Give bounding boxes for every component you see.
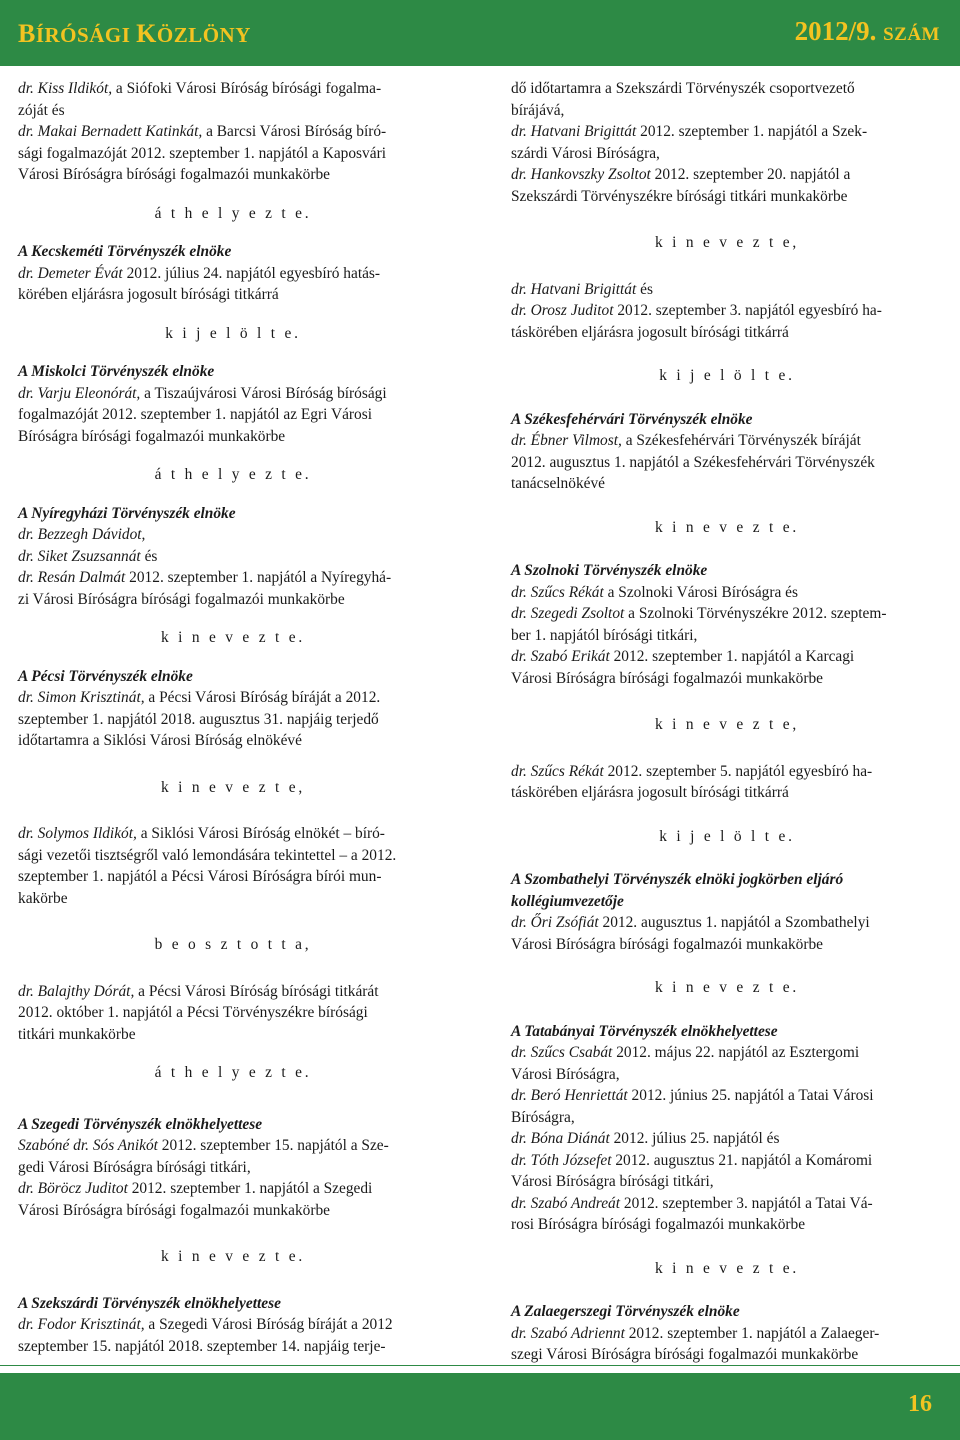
- title-initial-k: K: [136, 19, 157, 48]
- issue-number: [795, 16, 940, 47]
- decision-verb: k i j e l ö l t e.: [165, 324, 301, 342]
- text-line: tanácselnökévé: [511, 475, 606, 492]
- text-line: 2012. május 22. napjától az Esztergomi: [612, 1044, 860, 1061]
- person-name: dr. Varju Eleonórát,: [18, 384, 141, 402]
- text-line: szárdi Városi Bíróságra,: [511, 144, 660, 162]
- person-name: Szabóné dr. Sós Anikót: [18, 1137, 158, 1154]
- person-name: dr. Szűcs Rékát: [511, 583, 604, 601]
- decision-verb: k i n e v e z t e.: [161, 1248, 305, 1265]
- text-line: Városi Bíróságra bírósági fogalmazói munkakörbe: [511, 669, 823, 687]
- paragraph: [18, 263, 448, 306]
- text-line: Városi Bíróságra,: [511, 1065, 620, 1083]
- text-line: 2012. szeptember 3. napjától egyesbíró ha-: [613, 302, 882, 319]
- person-name: dr. Böröcz Juditot: [18, 1180, 128, 1197]
- title-part-1: ÍRÓSÁGI: [35, 23, 137, 47]
- text-line: táskörében eljárásra jogosult bírósági titkárrá: [511, 323, 789, 341]
- section-heading: A Szolnoki Törvényszék elnöke: [511, 562, 708, 579]
- text-line: zi Városi Bíróságra bírósági fogalmazói munkakörbe: [18, 590, 345, 608]
- decision-verb: b e o s z t o t t a,: [154, 936, 312, 953]
- decision-verb: k i j e l ö l t e.: [659, 367, 795, 384]
- text-line: 2012. szeptember 1. napjától a Szegedi: [127, 1180, 373, 1197]
- decision-verb: k i n e v e z t e.: [655, 979, 799, 996]
- paragraph: [18, 981, 448, 1046]
- decision-verb: á t h e l y e z t e.: [154, 466, 312, 483]
- text-line: időtartamra a Siklósi Városi Bíróság elnökévé: [18, 732, 302, 749]
- paragraph: [511, 761, 943, 804]
- person-name: dr. Kiss Ildikót,: [18, 80, 113, 97]
- text-line: zóját és: [18, 101, 65, 119]
- right-column: [511, 78, 943, 1409]
- decision-verb: k i n e v e z t e.: [655, 518, 799, 536]
- heading-line: A Szombathelyi Törvényszék elnöki jogkörben eljáró: [511, 871, 844, 888]
- section-heading: A Tatabányai Törvényszék elnökhelyettese: [511, 1022, 778, 1040]
- decision-verb: k i n e v e z t e,: [655, 716, 799, 733]
- text-line: ber 1. napjától bírósági titkári,: [511, 626, 698, 644]
- paragraph: [18, 383, 448, 448]
- text-line: dő időtartamra a Szekszárdi Törvényszék csoportvezető: [511, 80, 855, 97]
- text-line: és: [636, 280, 653, 298]
- text-line: bírájává,: [511, 101, 565, 119]
- person-name: dr. Hatvani Brigittát: [511, 280, 637, 298]
- person-name: dr. Hankovszky Zsoltot: [511, 166, 651, 183]
- page-footer: [0, 1373, 960, 1440]
- text-line: sági vezetői tisztségről való lemondására tekintettel – a 2012.: [18, 846, 397, 864]
- decision-verb: k i n e v e z t e,: [161, 778, 305, 796]
- person-name: dr. Orosz Juditot: [511, 302, 614, 319]
- person-name: dr. Szűcs Csabát: [511, 1044, 613, 1061]
- paragraph: [511, 582, 943, 690]
- text-line: 2012. szeptember 3. napjától a Tatai Vá-: [620, 1194, 873, 1212]
- person-name: dr. Beró Henriettát: [511, 1087, 628, 1104]
- text-line: sági fogalmazóját 2012. szeptember 1. napjától a Kaposvári: [18, 144, 386, 162]
- text-line: a Székesfehérvári Törvényszék bíráját: [621, 432, 861, 449]
- paragraph: [18, 78, 448, 186]
- text-line: 2012. szeptember 15. napjától a Sze-: [157, 1137, 389, 1154]
- page-number: 16: [908, 1391, 932, 1417]
- section-heading: A Zalaegerszegi Törvényszék elnöke: [511, 1303, 740, 1320]
- paragraph: [511, 78, 943, 207]
- text-line: a Siófoki Városi Bíróság bírósági fogalma-: [112, 80, 382, 97]
- text-line: a Siklósi Városi Bíróság elnökét – bíró-: [136, 825, 385, 842]
- text-line: 2012. szeptember 1. napjától a Zalaeger-: [624, 1324, 880, 1342]
- text-line: szeptember 1. napjától a Pécsi Városi Bíróságra bírói mun-: [18, 868, 382, 885]
- text-line: kakörbe: [18, 889, 68, 907]
- text-line: 2012. július 25. napjától és: [609, 1130, 780, 1147]
- issue-value: 2012/9.: [794, 16, 884, 46]
- text-line: 2012. szeptember 1. napjától a Karcagi: [609, 648, 855, 665]
- person-name: dr. Resán Dalmát: [18, 569, 126, 586]
- text-line: rosi Bíróságra bírósági fogalmazói munkakörbe: [511, 1216, 806, 1233]
- paragraph: [18, 1314, 448, 1357]
- person-name: dr. Demeter Évát: [18, 264, 123, 282]
- person-name: dr. Szabó Erikát: [511, 648, 610, 665]
- text-line: Városi Bíróságra bírósági fogalmazói munkakörbe: [18, 1201, 330, 1219]
- text-line: fogalmazóját 2012. szeptember 1. napjától az Egri Városi: [18, 406, 373, 423]
- text-line: Szekszárdi Törvényszékre bírósági titkári munkakörbe: [511, 187, 848, 205]
- paragraph: [511, 1323, 943, 1366]
- text-line: a Pécsi Városi Bíróság bíráját a 2012.: [144, 689, 381, 706]
- text-line: táskörében eljárásra jogosult bírósági titkárrá: [511, 784, 789, 801]
- issue-label: SZÁM: [883, 24, 940, 45]
- text-line: 2012. szeptember 20. napjától a: [650, 166, 851, 183]
- person-name: dr. Simon Krisztinát,: [18, 689, 145, 706]
- paragraph: [18, 1135, 448, 1221]
- paragraph: [511, 430, 943, 495]
- decision-verb: á t h e l y e z t e.: [154, 204, 312, 222]
- text-line: a Tiszaújvárosi Városi Bíróság bírósági: [140, 384, 387, 402]
- paragraph: [18, 687, 448, 752]
- text-line: 2012. augusztus 21. napjától a Komáromi: [611, 1151, 873, 1169]
- person-name: dr. Szabó Andreát: [511, 1194, 621, 1212]
- text-line: és: [140, 547, 158, 565]
- section-heading: A Nyíregyházi Törvényszék elnöke: [18, 504, 236, 522]
- text-line: szegi Városi Bíróságra bírósági fogalmazói munkakörbe: [511, 1346, 859, 1363]
- paragraph: [511, 279, 943, 344]
- section-heading: A Kecskeméti Törvényszék elnöke: [18, 243, 232, 260]
- section-heading: A Pécsi Törvényszék elnöke: [18, 667, 193, 685]
- person-name: dr. Bóna Diánát: [511, 1130, 610, 1147]
- text-line: körében eljárásra jogosult bírósági titkárrá: [18, 286, 279, 303]
- text-line: szeptember 1. napjától 2018. augusztus 31. napjáig terjedő: [18, 710, 379, 728]
- person-name: dr. Siket Zsuzsannát: [18, 547, 141, 565]
- person-name: dr. Ébner Vilmost,: [511, 432, 622, 449]
- section-heading: [511, 869, 943, 912]
- text-line: 2012. augusztus 1. napjától a Székesfehérvári Törvényszék: [511, 453, 875, 471]
- person-name: dr. Őri Zsófiát: [511, 914, 599, 931]
- paragraph: [511, 912, 943, 955]
- person-name: dr. Hatvani Brigittát: [511, 123, 637, 140]
- person-name: dr. Szabó Adriennt: [511, 1324, 625, 1342]
- heading-line: kollégiumvezetője: [511, 892, 624, 910]
- publication-title: [18, 19, 251, 49]
- text-line: Bíróságra bírósági fogalmazói munkakörbe: [18, 427, 286, 445]
- text-line: titkári munkakörbe: [18, 1025, 136, 1043]
- section-heading: A Szegedi Törvényszék elnökhelyettese: [18, 1115, 263, 1133]
- text-line: a Szolnoki Törvényszékre 2012. szeptem-: [624, 605, 887, 622]
- person-name: dr. Balajthy Dórát,: [18, 982, 135, 1000]
- paragraph: [511, 1042, 943, 1236]
- decision-verb: k i n e v e z t e.: [655, 1259, 799, 1277]
- text-line: Bíróságra,: [511, 1108, 575, 1126]
- person-name: dr. Solymos Ildikót,: [18, 825, 137, 842]
- text-line: 2012. szeptember 1. napjától a Szek-: [636, 123, 868, 140]
- left-column: [18, 78, 448, 1357]
- person-name: dr. Szegedi Zsoltot: [511, 605, 625, 622]
- text-line: Városi Bíróságra bírósági fogalmazói munkakörbe: [511, 935, 823, 953]
- paragraph: [18, 823, 448, 909]
- text-line: a Szegedi Városi Bíróság bíráját a 2012: [144, 1316, 393, 1333]
- decision-verb: á t h e l y e z t e.: [154, 1064, 312, 1081]
- person-name: dr. Fodor Krisztinát,: [18, 1316, 145, 1333]
- text-line: 2012. június 25. napjától a Tatai Városi: [627, 1087, 874, 1104]
- person-name: dr. Bezzegh Dávidot,: [18, 526, 146, 543]
- person-name: dr. Szűcs Rékát: [511, 762, 604, 780]
- decision-verb: k i n e v e z t e.: [161, 629, 305, 646]
- text-line: szeptember 15. napjától 2018. szeptember 14. napjáig terje-: [18, 1337, 386, 1355]
- person-name: dr. Tóth Józsefet: [511, 1151, 612, 1169]
- title-part-2: ÖZLÖNY: [156, 23, 251, 47]
- section-heading: A Szekszárdi Törvényszék elnökhelyettese: [18, 1294, 281, 1312]
- section-heading: A Székesfehérvári Törvényszék elnöke: [511, 410, 753, 428]
- section-heading: A Miskolci Törvényszék elnöke: [18, 363, 215, 380]
- text-line: Városi Bíróságra bírósági fogalmazói munkakörbe: [18, 166, 330, 183]
- text-line: 2012. szeptember 1. napjától a Nyíregyhá-: [125, 569, 392, 586]
- text-line: 2012. október 1. napjától a Pécsi Törvényszékre bírósági: [18, 1004, 368, 1021]
- decision-verb: k i n e v e z t e,: [655, 234, 799, 251]
- text-line: a Pécsi Városi Bíróság bírósági titkárát: [134, 982, 379, 1000]
- decision-verb: k i j e l ö l t e.: [659, 827, 795, 845]
- text-line: 2012. szeptember 5. napjától egyesbíró ha-: [603, 762, 873, 780]
- paragraph: [18, 524, 448, 610]
- footer-divider: [0, 1365, 960, 1366]
- text-line: gedi Városi Bíróságra bírósági titkári,: [18, 1158, 251, 1176]
- text-line: a Barcsi Városi Bíróság bíró-: [202, 123, 387, 140]
- title-initial-b: B: [18, 19, 36, 48]
- text-line: 2012. július 24. napjától egyesbíró hatás-: [122, 264, 381, 282]
- text-line: Városi Bíróságra bírósági titkári,: [511, 1173, 714, 1190]
- page-header: [0, 0, 960, 66]
- text-line: 2012. augusztus 1. napjától a Szombathelyi: [598, 914, 870, 931]
- text-line: a Szolnoki Városi Bíróságra és: [603, 583, 798, 601]
- person-name: dr. Makai Bernadett Katinkát,: [18, 123, 203, 140]
